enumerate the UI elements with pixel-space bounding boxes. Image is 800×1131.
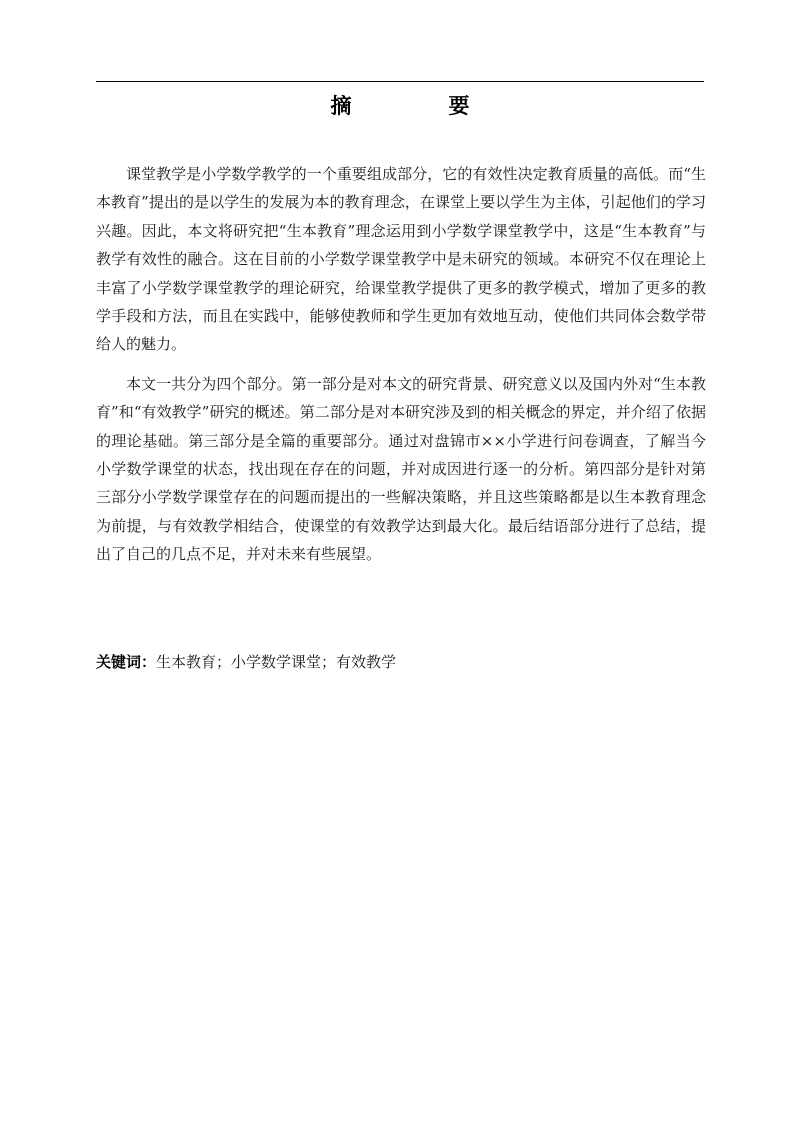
keywords-label: 关键词： bbox=[96, 653, 157, 671]
abstract-body bbox=[96, 160, 706, 569]
page-title: 摘 要 bbox=[330, 94, 508, 118]
header-rule bbox=[96, 81, 704, 82]
abstract-paragraph: 本文一共分为四个部分。第一部分是对本文的研究背景、研究意义以及国内外对“生本教育”和“有效教学”研究的概述。第二部分是对本研究涉及到的相关概念的界定，并介绍了依据的理论基础。第三部分是全篇的重要部分。通过对盘锦市××小学进行问卷调查，了解当今小学数学课堂的状态，找出现在存在的问题，并对成因进行逐一的分析。第四部分是针对第三部分小学数学课堂存在的问题而提出的一些解决策略，并且这些策略都是以生本教育理念为前提，与有效教学相结合，使课堂的有效教学达到最大化。最后结语部分进行了总结，提出了自己的几点不足，并对未来有些展望。 bbox=[96, 374, 706, 564]
keywords-line bbox=[96, 648, 704, 676]
abstract-paragraph: 课堂教学是小学数学教学的一个重要组成部分，它的有效性决定教育质量的高低。而“生本教育”提出的是以学生的发展为本的教育理念，在课堂上要以学生为主体，引起他们的学习兴趣。因此，本文将研究把“生本教育”理念运用到小学数学课堂教学中，这是“生本教育”与教学有效性的融合。这在目前的小学数学课堂教学中是未研究的领域。本研究不仅在理论上丰富了小学数学课堂教学的理论研究，给课堂教学提供了更多的教学模式，增加了更多的教学手段和方法，而且在实践中，能够使教师和学生更加有效地互动，使他们共同体会数学带给人的魅力。 bbox=[96, 165, 706, 354]
keywords-text: 生本教育；小学数学课堂；有效教学 bbox=[156, 653, 397, 671]
